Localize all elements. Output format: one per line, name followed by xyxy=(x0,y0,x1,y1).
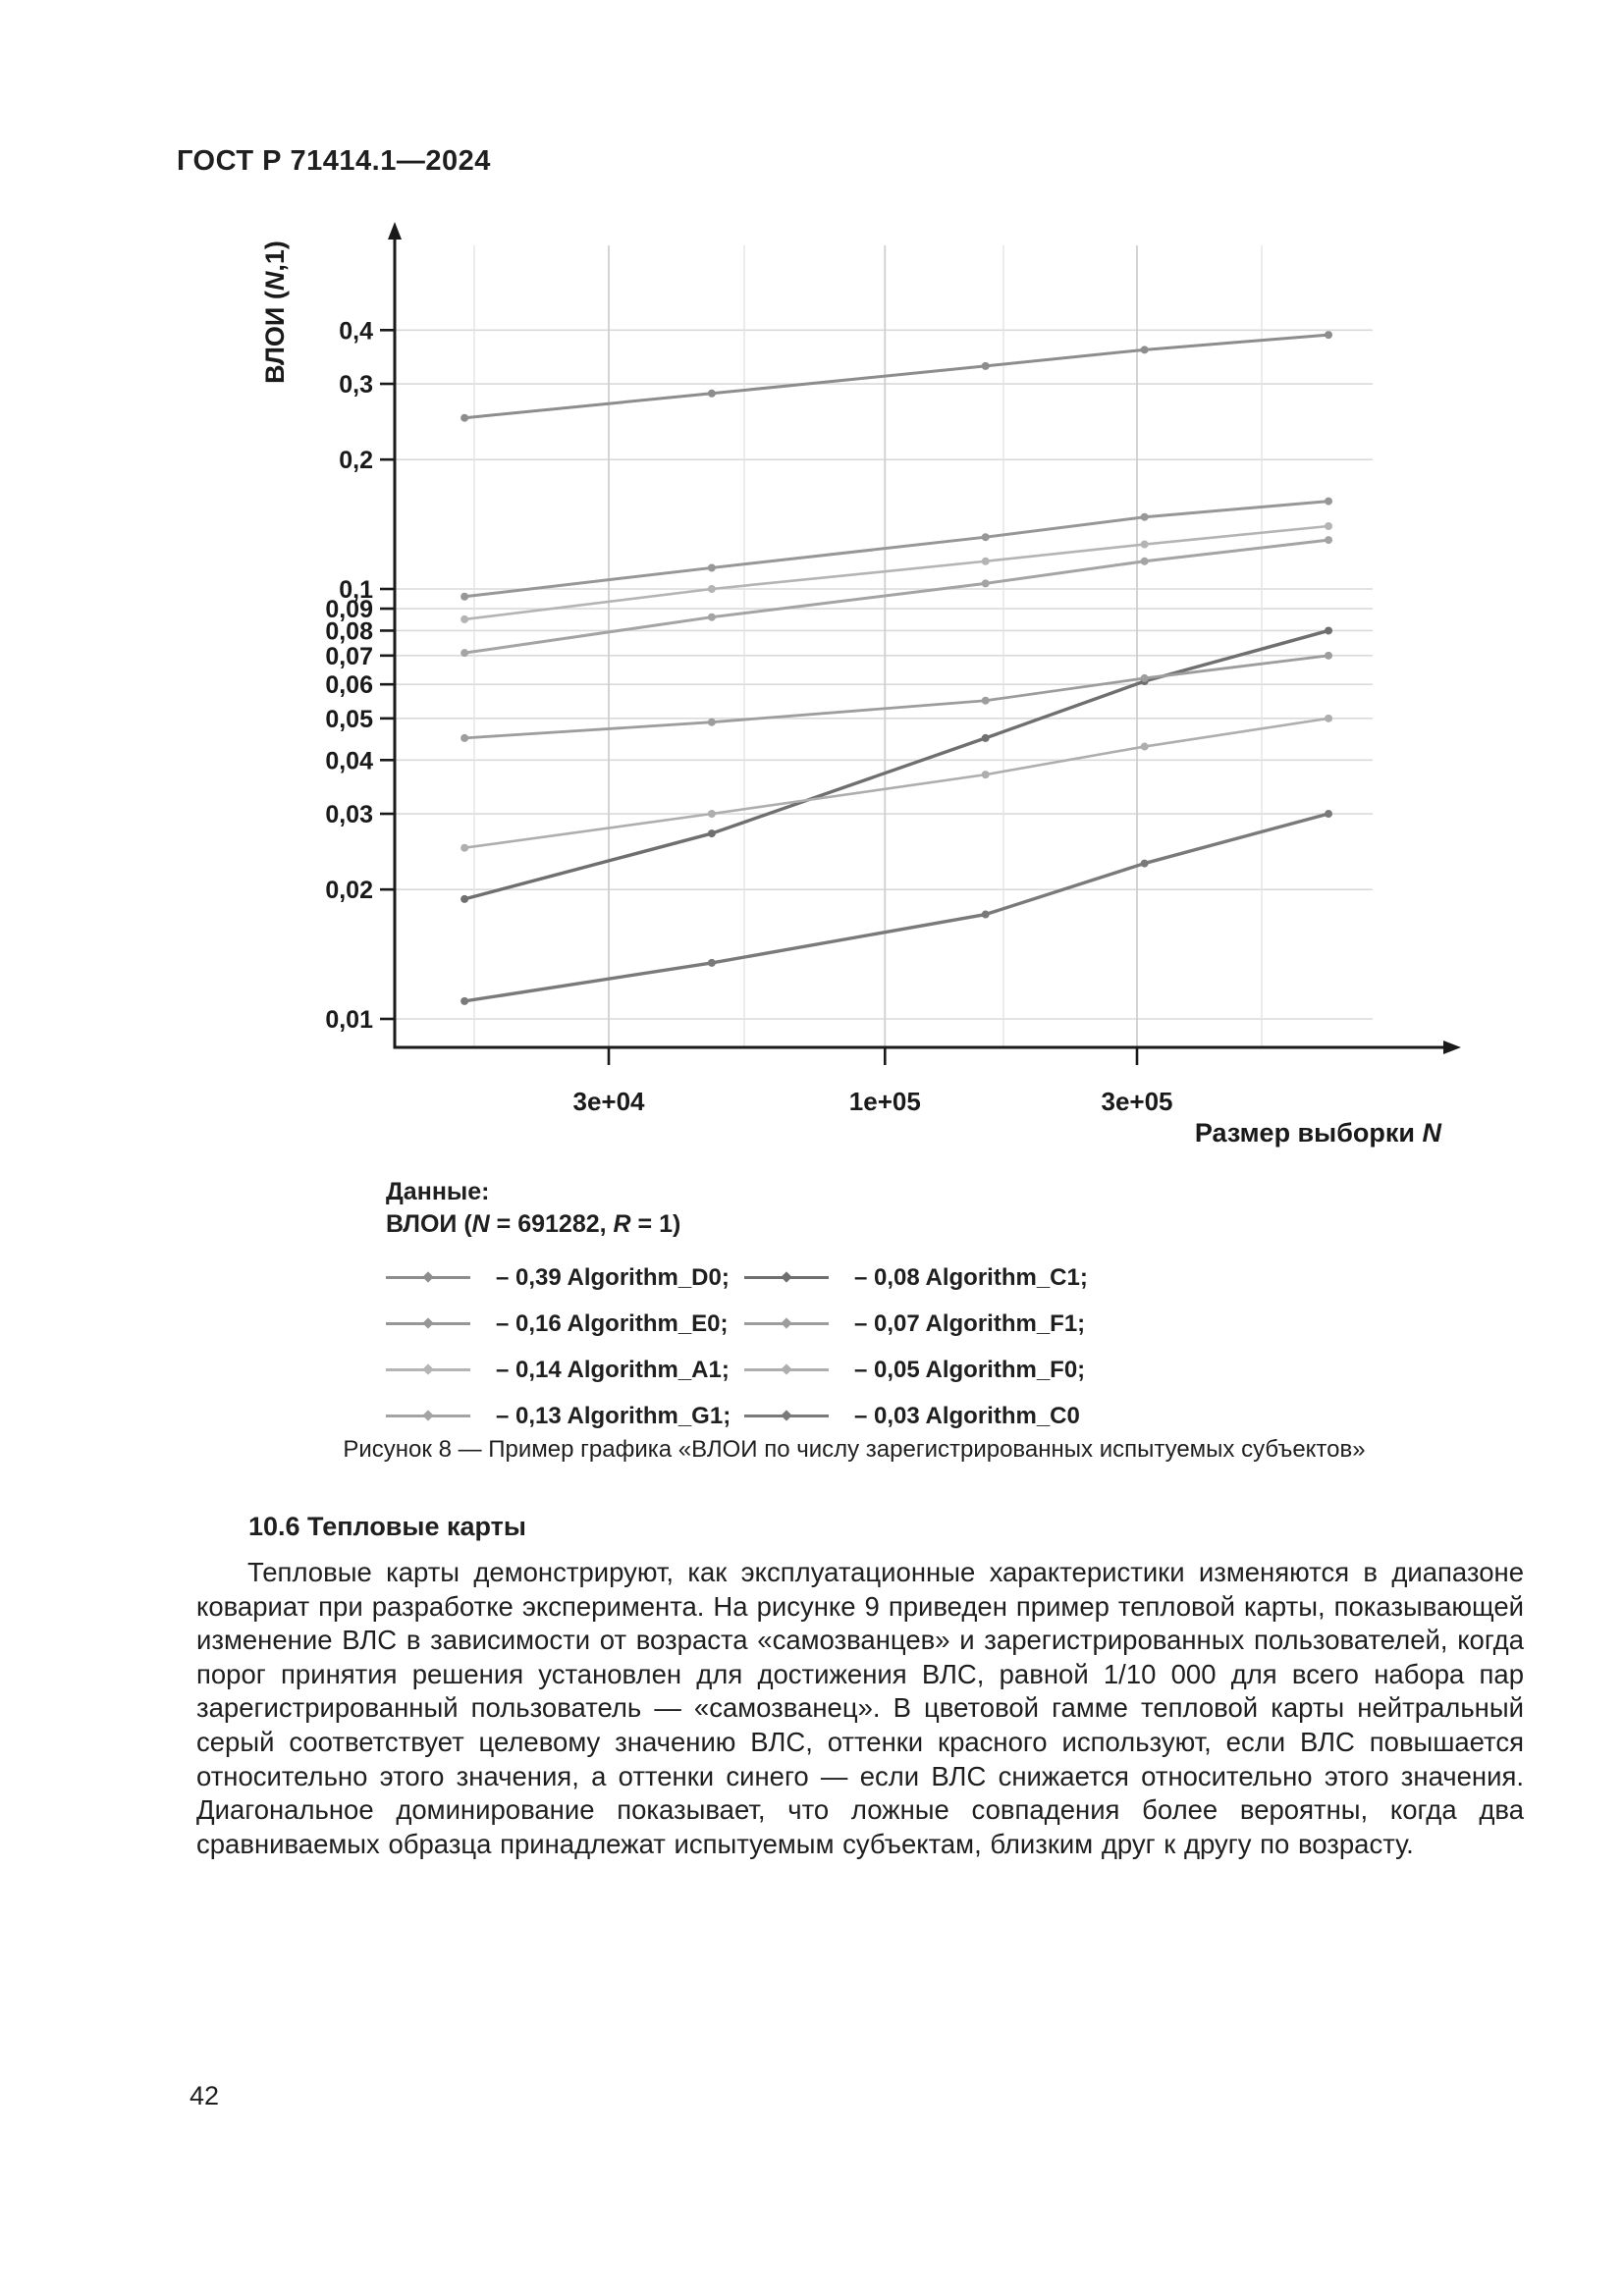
figure-caption: Рисунок 8 — Пример графика «ВЛОИ по числу зарегистрированных испытуемых субъектов» xyxy=(343,1436,1366,1463)
legend-marker-icon xyxy=(781,1271,791,1282)
series-line-Algorithm_C0 xyxy=(464,814,1328,1001)
y-tick-label-0,07: 0,07 xyxy=(325,642,373,670)
series-point-Algorithm_C0 xyxy=(982,911,990,919)
series-point-Algorithm_C0 xyxy=(708,959,716,967)
series-point-Algorithm_G1 xyxy=(460,649,468,657)
series-point-Algorithm_F1 xyxy=(708,719,716,726)
legend-entry-label: – 0,16 Algorithm_E0; xyxy=(496,1309,729,1337)
series-point-Algorithm_G1 xyxy=(708,614,716,621)
y-tick-label-0,1: 0,1 xyxy=(339,576,373,604)
series-point-Algorithm_F0 xyxy=(460,844,468,852)
y-tick-label-0,05: 0,05 xyxy=(325,705,373,733)
series-point-Algorithm_F0 xyxy=(1325,715,1332,722)
series-point-Algorithm_D0 xyxy=(1325,331,1332,339)
y-tick-label-0,08: 0,08 xyxy=(325,617,373,646)
legend-entry-label: – 0,05 Algorithm_F0; xyxy=(854,1356,1086,1383)
series-point-Algorithm_D0 xyxy=(460,414,468,422)
legend-marker-icon xyxy=(422,1363,433,1374)
series-point-Algorithm_A1 xyxy=(460,615,468,623)
series-point-Algorithm_F1 xyxy=(1141,674,1149,682)
y-tick-label-0,3: 0,3 xyxy=(339,371,373,400)
series-point-Algorithm_F1 xyxy=(460,734,468,742)
label-part: R xyxy=(613,1210,631,1238)
document-header: ГОСТ Р 71414.1—2024 xyxy=(177,145,491,177)
x-tick-label-3e+05: 3e+05 xyxy=(1101,1087,1173,1116)
series-point-Algorithm_A1 xyxy=(982,558,990,565)
series-point-Algorithm_F1 xyxy=(1325,652,1332,660)
series-point-Algorithm_C1 xyxy=(708,829,716,837)
legend-marker-icon xyxy=(781,1317,791,1328)
legend-marker-icon xyxy=(422,1410,433,1420)
series-point-Algorithm_F0 xyxy=(1141,743,1149,751)
y-tick-label-0,4: 0,4 xyxy=(339,317,373,346)
series-point-Algorithm_D0 xyxy=(982,362,990,370)
legend-entry-label: – 0,07 Algorithm_F1; xyxy=(854,1309,1086,1337)
legend-marker-icon xyxy=(781,1363,791,1374)
series-point-Algorithm_G1 xyxy=(1325,536,1332,544)
series-point-Algorithm_F0 xyxy=(982,771,990,778)
legend-entry-Algorithm_F1 xyxy=(744,1301,1103,1347)
y-tick-label-0,02: 0,02 xyxy=(325,877,373,905)
y-tick-label-0,2: 0,2 xyxy=(339,447,373,475)
series-point-Algorithm_G1 xyxy=(982,579,990,587)
legend-line-swatch xyxy=(744,1415,829,1417)
series-point-Algorithm_C0 xyxy=(1141,860,1149,868)
legend-entry-label: – 0,03 Algorithm_C0 xyxy=(854,1402,1080,1429)
y-tick-label-0,06: 0,06 xyxy=(325,671,373,700)
series-line-Algorithm_E0 xyxy=(464,502,1328,597)
series-point-Algorithm_C1 xyxy=(460,895,468,903)
series-line-Algorithm_F0 xyxy=(464,719,1328,848)
series-point-Algorithm_E0 xyxy=(1325,498,1332,506)
series-point-Algorithm_C0 xyxy=(1325,810,1332,818)
y-tick-label-0,03: 0,03 xyxy=(325,801,373,829)
legend-subtitle xyxy=(386,1208,1201,1241)
body-paragraph: Тепловые карты демонстрируют, как эксплуатационные характеристики изменяются в диапазоне ковариат при разработке эксперимента. На рисунке 9 приведен пример тепловой карты, показывающей изменение ВЛС в зависимости от возраста «самозванцев» и зарегистрированных пользователей, когда порог принятия решения установлен для достижения ВЛС, равной 1/10 000 для всего набора пар зарегистрированный пользователь — «самозванец». В цветовой гамме тепловой карты нейтральный серый соответствует целевому значению ВЛС, оттенки красного используют, если ВЛС повышается относительно этого значения, а оттенки синего — если ВЛС снижается относительно этого значения. Диагональное доминирование показывает, что ложные совпадения более вероятны, когда два сравниваемых образца принадлежат испытуемым субъектам, близким друг к другу по возрасту. xyxy=(196,1557,1524,1859)
series-point-Algorithm_E0 xyxy=(1141,513,1149,521)
chart-legend xyxy=(386,1176,1201,1439)
series-point-Algorithm_G1 xyxy=(1141,558,1149,565)
x-tick-label-3e+04: 3e+04 xyxy=(572,1087,645,1116)
y-axis-arrow-icon xyxy=(388,222,402,240)
section-heading: 10.6 Тепловые карты xyxy=(248,1512,526,1541)
legend-line-swatch xyxy=(386,1368,470,1371)
legend-line-swatch xyxy=(386,1322,470,1325)
x-axis-title: Размер выборки N xyxy=(1194,1118,1441,1148)
y-tick-label-0,04: 0,04 xyxy=(325,747,373,775)
legend-entry-Algorithm_D0 xyxy=(386,1255,744,1301)
series-point-Algorithm_D0 xyxy=(708,390,716,398)
series-line-Algorithm_A1 xyxy=(464,526,1328,619)
y-tick-label-0,01: 0,01 xyxy=(325,1006,373,1034)
x-tick-label-1e+05: 1e+05 xyxy=(848,1087,921,1116)
series-point-Algorithm_D0 xyxy=(1141,346,1149,353)
series-point-Algorithm_E0 xyxy=(982,533,990,541)
legend-line-swatch xyxy=(744,1368,829,1371)
legend-entries xyxy=(386,1255,1201,1439)
legend-entry-Algorithm_F0 xyxy=(744,1347,1103,1393)
legend-line-swatch xyxy=(386,1276,470,1279)
series-point-Algorithm_F1 xyxy=(982,697,990,705)
series-point-Algorithm_C0 xyxy=(460,997,468,1005)
legend-entry-label: – 0,08 Algorithm_C1; xyxy=(854,1263,1088,1291)
series-point-Algorithm_C1 xyxy=(982,734,990,742)
y-tick-label-0,09: 0,09 xyxy=(325,596,373,624)
legend-title: Данные: xyxy=(386,1178,490,1205)
label-part: = 1) xyxy=(630,1210,681,1238)
series-point-Algorithm_E0 xyxy=(708,563,716,571)
legend-entry-Algorithm_G1 xyxy=(386,1393,744,1439)
legend-marker-icon xyxy=(422,1317,433,1328)
series-point-Algorithm_A1 xyxy=(708,585,716,593)
legend-entry-label: – 0,39 Algorithm_D0; xyxy=(496,1263,730,1291)
page-number: 42 xyxy=(189,2081,220,2110)
legend-marker-icon xyxy=(422,1271,433,1282)
legend-entry-Algorithm_A1 xyxy=(386,1347,744,1393)
series-point-Algorithm_E0 xyxy=(460,593,468,601)
legend-entry-label: – 0,13 Algorithm_G1; xyxy=(496,1402,731,1429)
series-point-Algorithm_F0 xyxy=(708,810,716,818)
label-part: = 691282, xyxy=(489,1210,614,1238)
legend-entry-label: – 0,14 Algorithm_A1; xyxy=(496,1356,730,1383)
series-line-Algorithm_D0 xyxy=(464,335,1328,418)
flir-chart xyxy=(260,206,1473,1168)
series-point-Algorithm_A1 xyxy=(1325,522,1332,530)
label-part: N xyxy=(471,1210,490,1238)
legend-entry-Algorithm_E0 xyxy=(386,1301,744,1347)
series-line-Algorithm_G1 xyxy=(464,540,1328,653)
legend-line-swatch xyxy=(386,1415,470,1417)
legend-entry-Algorithm_C1 xyxy=(744,1255,1103,1301)
legend-line-swatch xyxy=(744,1276,829,1279)
series-point-Algorithm_A1 xyxy=(1141,541,1149,549)
legend-marker-icon xyxy=(781,1410,791,1420)
legend-entry-Algorithm_C0 xyxy=(744,1393,1103,1439)
legend-line-swatch xyxy=(744,1322,829,1325)
series-point-Algorithm_C1 xyxy=(1325,626,1332,634)
y-axis-title: ВЛОИ (N,1) xyxy=(260,240,290,384)
x-axis-arrow-icon xyxy=(1443,1041,1461,1054)
label-part: ВЛОИ ( xyxy=(386,1210,472,1238)
